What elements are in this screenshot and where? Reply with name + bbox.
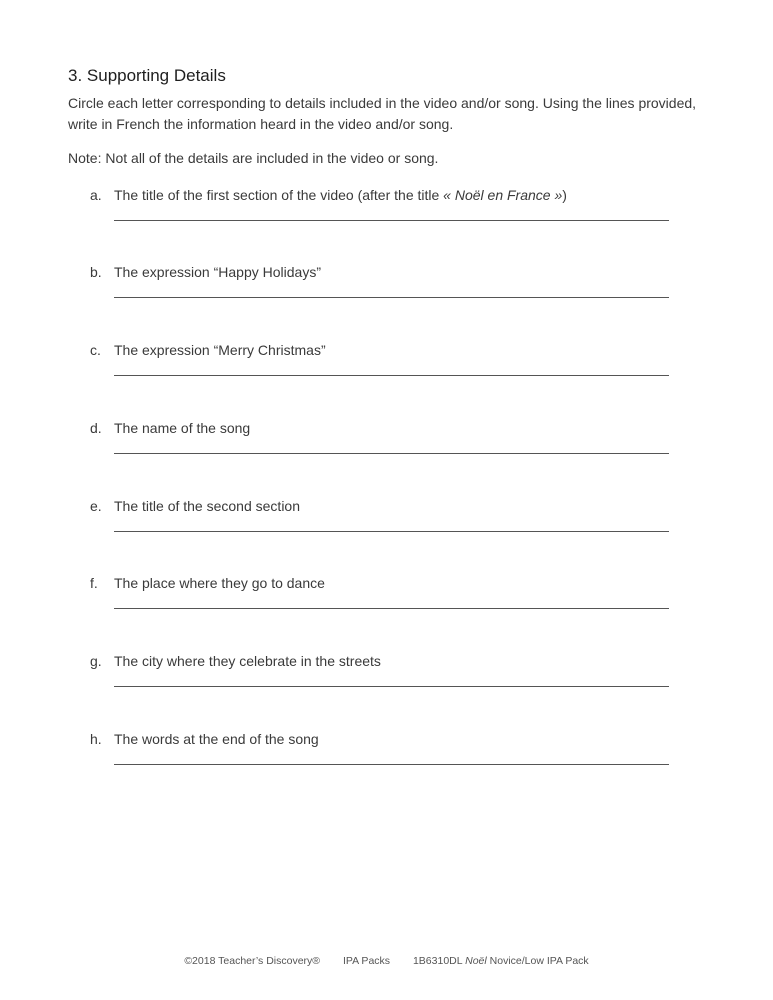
item-text [114,575,325,591]
answer-line[interactable] [114,220,669,221]
item-prompt: The title of the second section [114,498,300,514]
item-letter[interactable]: b. [90,264,102,280]
question-item [90,575,670,615]
item-letter[interactable]: h. [90,731,102,747]
item-text [114,420,250,436]
question-item [90,187,670,227]
item-letter[interactable]: f. [90,575,98,591]
item-text [114,498,300,514]
section-title: 3. Supporting Details [68,66,226,85]
item-letter[interactable]: e. [90,498,102,514]
answer-line[interactable] [114,686,669,687]
item-letter[interactable]: a. [90,187,102,203]
answer-line[interactable] [114,531,669,532]
item-prompt: The city where they celebrate in the streets [114,653,381,669]
answer-line[interactable] [114,453,669,454]
answer-line[interactable] [114,764,669,765]
instructions: Circle each letter corresponding to details included in the video and/or song. Using the lines provided, write in French the information heard in the video and/or song. [68,95,697,132]
footer-product-name: Novice/Low IPA Pack [489,955,589,967]
footer-product-italic: Noël [465,955,487,967]
item-prompt: The expression “Merry Christmas” [114,342,326,358]
item-text [114,187,567,203]
answer-line[interactable] [114,297,669,298]
footer-series: IPA Packs [342,955,391,967]
item-letter[interactable]: c. [90,342,101,358]
item-text [114,731,319,747]
note: Note: Not all of the details are included in the video or song. [68,150,439,166]
question-item [90,731,670,771]
footer-copyright: ©2018 Teacher’s Discovery® [184,955,321,967]
question-item [90,498,670,538]
answer-line[interactable] [114,375,669,376]
footer-product [413,955,589,967]
question-item [90,342,670,382]
item-prompt-suffix: ) [562,187,567,203]
item-text [114,653,381,669]
answer-line[interactable] [114,608,669,609]
item-text [114,264,321,280]
item-prompt: The place where they go to dance [114,575,325,591]
footer-code: 1B6310DL [412,955,463,967]
item-prompt: The words at the end of the song [114,731,319,747]
footer [0,955,773,967]
item-letter[interactable]: d. [90,420,102,436]
item-letter[interactable]: g. [90,653,102,669]
question-item [90,653,670,693]
item-prompt: The title of the first section of the video (after the title [114,187,444,203]
item-prompt-italic: « Noël en France » [443,187,563,203]
item-prompt: The name of the song [114,420,251,436]
item-text [114,342,326,358]
question-item [90,264,670,304]
item-prompt: The expression “Happy Holidays” [114,264,321,280]
question-item [90,420,670,460]
